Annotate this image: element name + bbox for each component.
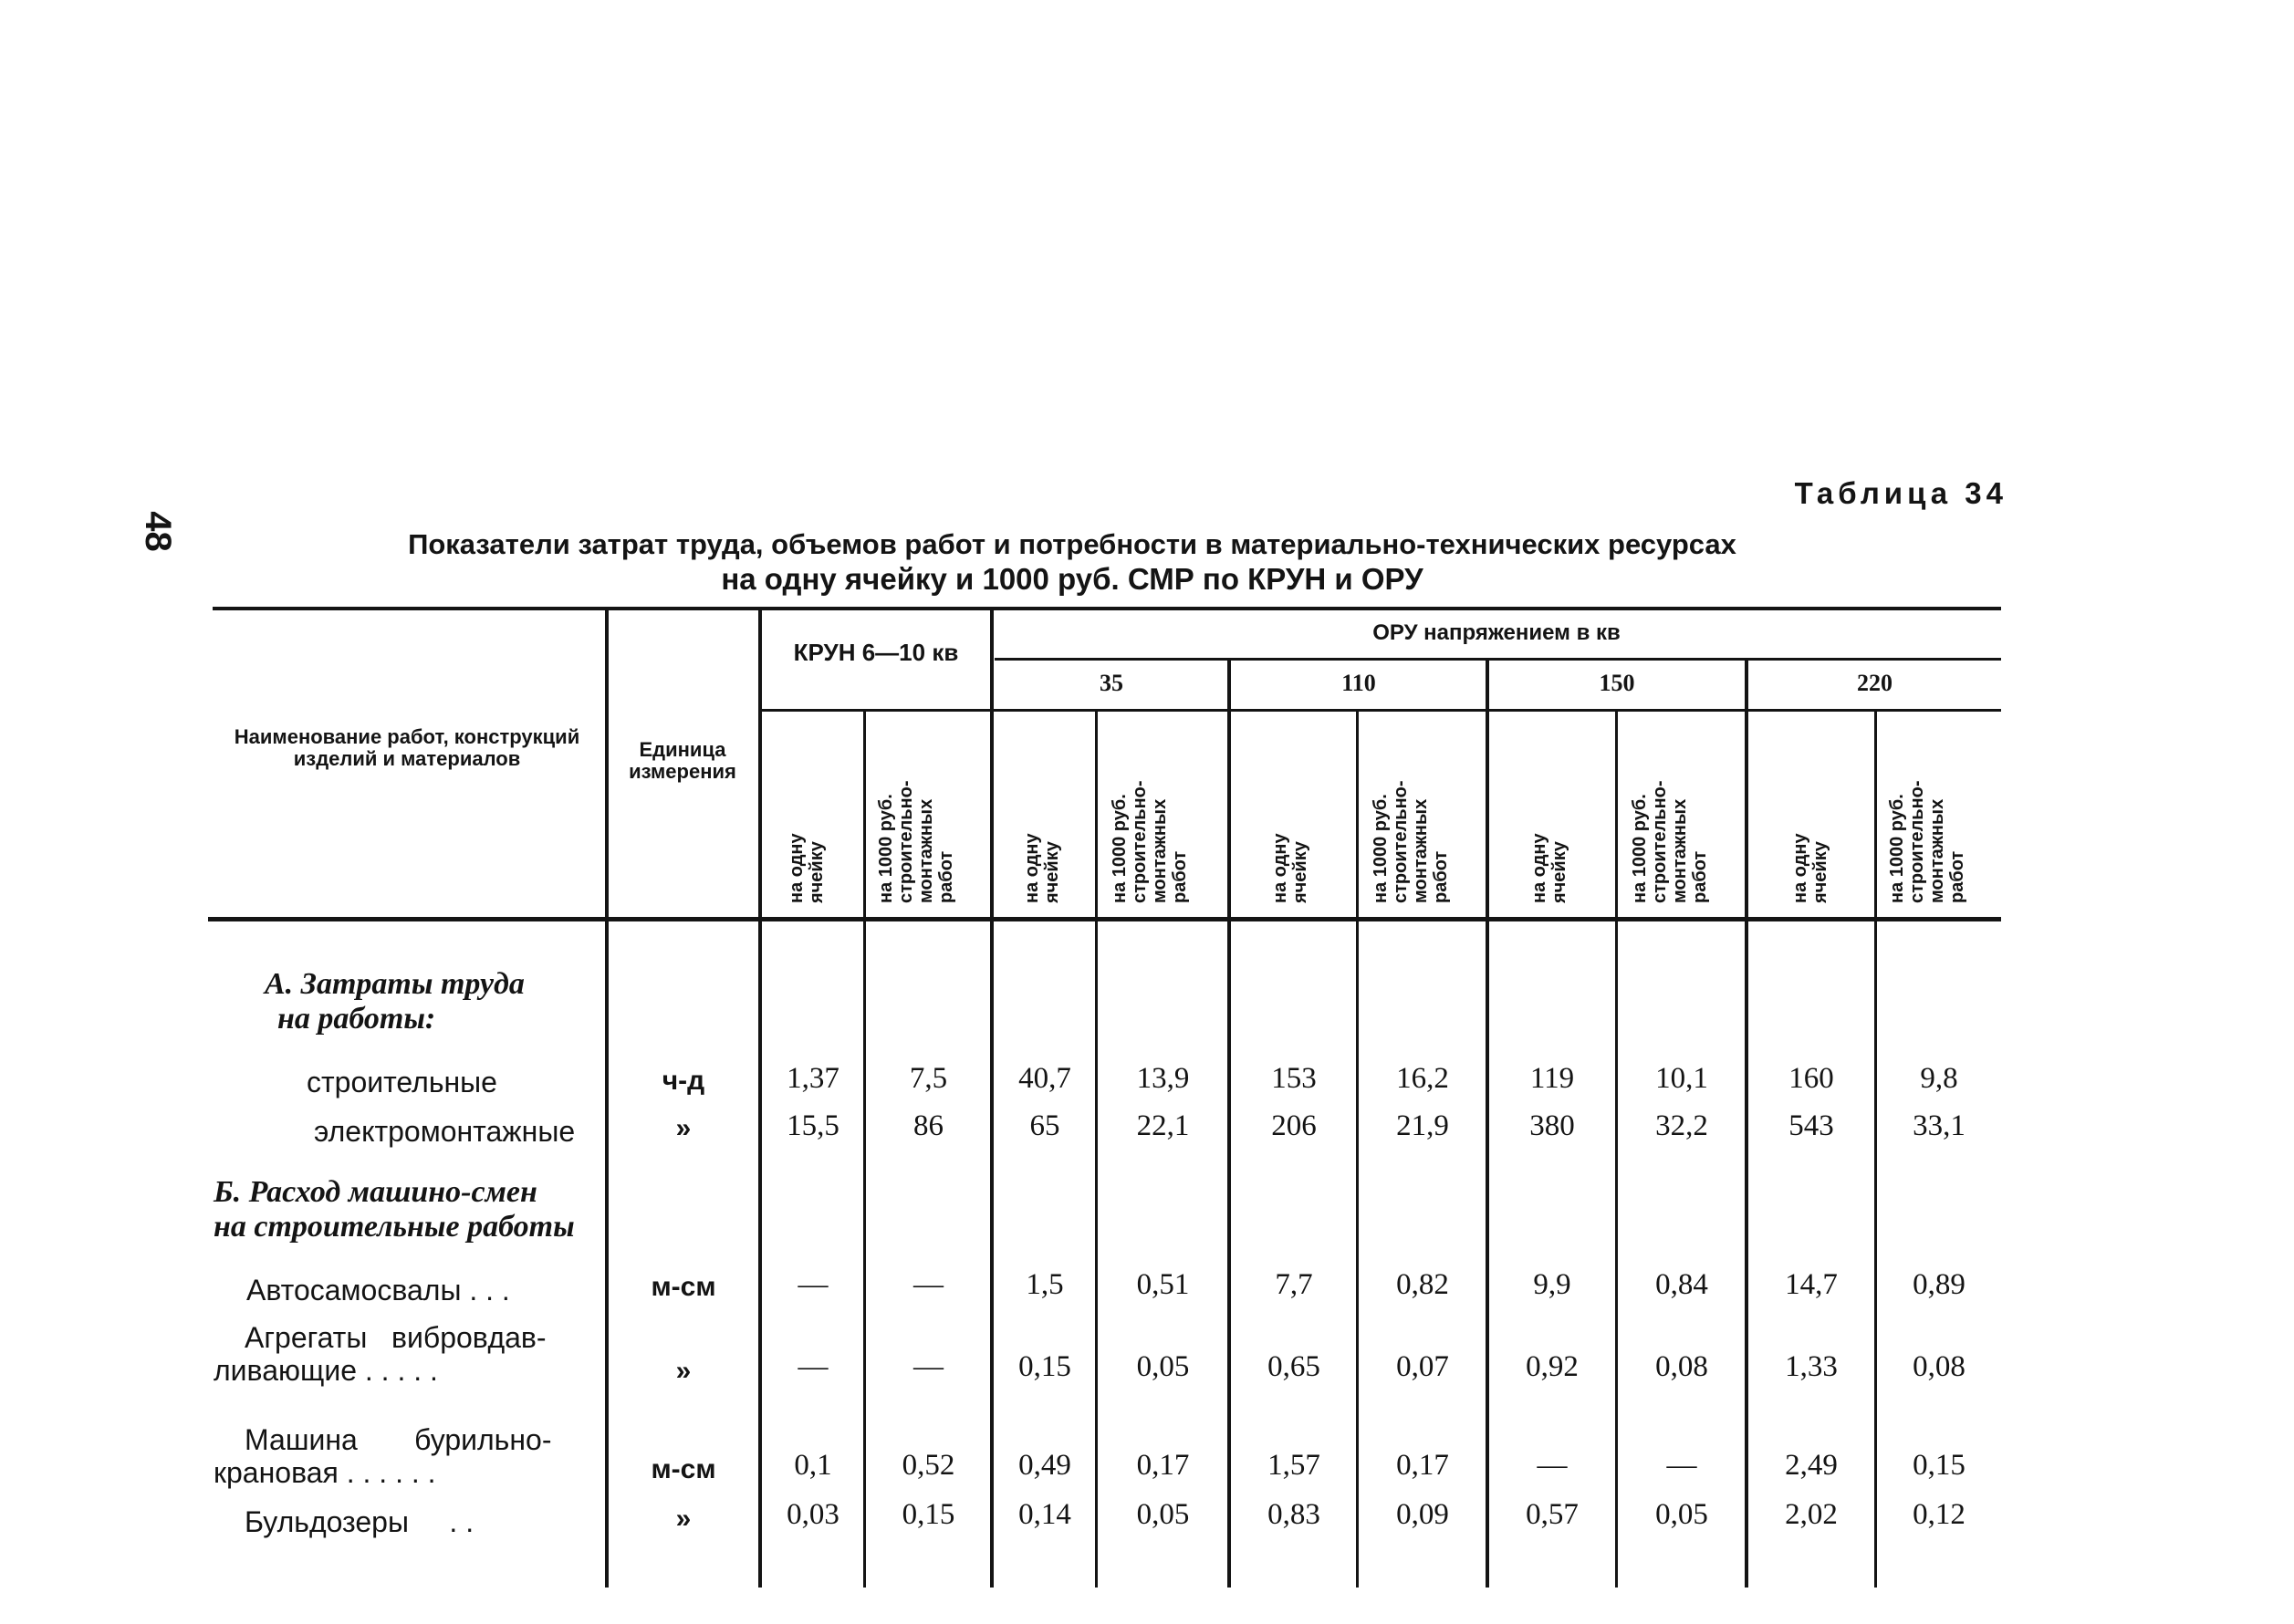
cell-220-per-cell: 2,02 [1785, 1498, 1838, 1531]
row-unit: » [675, 1356, 692, 1386]
cell-35-per-cell: 40,7 [1018, 1062, 1071, 1095]
cell-150-per-1000: 0,84 [1655, 1268, 1708, 1301]
cell-110-per-cell: 0,65 [1267, 1350, 1320, 1383]
cell-110-per-1000: 0,09 [1396, 1498, 1449, 1531]
cell-220-per-1000: 0,08 [1913, 1350, 1966, 1383]
cell-220-per-cell: 2,49 [1785, 1449, 1838, 1482]
header-voltage-35: 35 [1100, 670, 1123, 696]
subheader-220-per-1000: на 1000 руб. строительно- монтажных работ [1887, 780, 1967, 903]
subheader-110-per-cell: на одну ячейку [1270, 833, 1310, 903]
cell-krun-per-cell: — [798, 1268, 829, 1301]
cell-220-per-1000: 9,8 [1920, 1062, 1958, 1095]
title-line-1: Показатели затрат труда, объемов работ и потребности в материально-технических ресурсах [408, 528, 1736, 560]
cell-220-per-1000: 0,15 [1913, 1449, 1966, 1482]
cell-krun-per-1000: 0,15 [902, 1498, 955, 1531]
cell-krun-per-cell: — [798, 1350, 829, 1383]
section-b-title [214, 1175, 606, 1244]
header-krun-group: КРУН 6—10 кв [793, 639, 959, 666]
header-name-col: Наименование работ, конструкций изделий и материалов [234, 725, 580, 770]
cell-35-per-cell: 65 [1029, 1109, 1060, 1142]
section-b-line-1: Б. Расход машино-смен [214, 1175, 537, 1209]
cell-krun-per-cell: 1,37 [787, 1062, 839, 1095]
cell-35-per-1000: 0,05 [1136, 1498, 1190, 1531]
subheader-35-per-1000: на 1000 руб. строительно- монтажных работ [1110, 780, 1190, 903]
row-name: строительные [307, 1066, 497, 1098]
cell-krun-per-1000: — [913, 1350, 944, 1383]
subheader-110-per-1000: на 1000 руб. строительно- монтажных работ [1371, 780, 1451, 903]
header-voltage-150: 150 [1599, 670, 1635, 696]
cell-150-per-1000: 0,05 [1655, 1498, 1708, 1531]
cell-110-per-1000: 21,9 [1396, 1109, 1449, 1142]
subheader-krun-per-cell: на одну ячейку [787, 833, 827, 903]
cell-150-per-cell: 0,92 [1526, 1350, 1579, 1383]
cell-35-per-1000: 0,51 [1136, 1268, 1190, 1301]
cell-110-per-cell: 7,7 [1275, 1268, 1313, 1301]
row-unit: ч-д [662, 1066, 705, 1096]
cell-110-per-cell: 1,57 [1267, 1449, 1320, 1482]
title-line-2: на одну ячейку и 1000 руб. СМР по КРУН и ОРУ [721, 562, 1423, 596]
cell-krun-per-1000: 7,5 [909, 1062, 948, 1095]
cell-110-per-cell: 153 [1271, 1062, 1317, 1095]
row-unit: м-см [651, 1272, 716, 1302]
col-rule-unit [758, 609, 762, 1588]
cell-150-per-1000: — [1666, 1449, 1697, 1482]
row-name-line-2: ливающие . . . . . [214, 1354, 438, 1387]
header-oru-group: ОРУ напряжением в кв [1372, 620, 1621, 645]
cell-35-per-1000: 0,05 [1136, 1350, 1190, 1383]
cell-220-per-1000: 0,12 [1913, 1498, 1966, 1531]
cell-150-per-cell: 9,9 [1533, 1268, 1571, 1301]
cell-150-per-cell: 119 [1529, 1062, 1575, 1095]
row-name: Автосамосвалы . . . [246, 1274, 510, 1306]
cell-krun-per-1000: 86 [913, 1109, 944, 1142]
cell-220-per-cell: 543 [1788, 1109, 1834, 1142]
cell-150-per-cell: 380 [1529, 1109, 1575, 1142]
cell-150-per-1000: 32,2 [1655, 1109, 1708, 1142]
cell-krun-per-cell: 15,5 [787, 1109, 839, 1142]
cell-220-per-cell: 160 [1788, 1062, 1834, 1095]
row-unit: » [675, 1504, 692, 1534]
cell-150-per-cell: 0,57 [1526, 1498, 1579, 1531]
row-name-line-1: Агрегаты вибровдав- [245, 1321, 547, 1354]
subheader-150-per-1000: на 1000 руб. строительно- монтажных работ [1630, 780, 1710, 903]
cell-110-per-1000: 0,82 [1396, 1268, 1449, 1301]
cell-35-per-1000: 22,1 [1136, 1109, 1190, 1142]
cell-110-per-cell: 206 [1271, 1109, 1317, 1142]
cell-35-per-cell: 0,15 [1018, 1350, 1071, 1383]
cell-krun-per-cell: 0,1 [794, 1449, 832, 1482]
row-name-line-1: Машина бурильно- [245, 1423, 552, 1456]
cell-35-per-1000: 0,17 [1136, 1449, 1190, 1482]
header-voltage-110: 110 [1341, 670, 1376, 696]
table-title [301, 527, 1843, 597]
table-top-rule [213, 607, 2001, 610]
row-name: электромонтажные [314, 1115, 576, 1148]
page-number: 48 [137, 511, 178, 552]
cell-35-per-cell: 1,5 [1026, 1268, 1064, 1301]
cell-110-per-1000: 0,07 [1396, 1350, 1449, 1383]
cell-krun-per-1000: 0,52 [902, 1449, 955, 1482]
cell-220-per-cell: 1,33 [1785, 1350, 1838, 1383]
subheader-220-per-cell: на одну ячейку [1790, 833, 1830, 903]
row-name-line-2: крановая . . . . . . [214, 1456, 436, 1489]
row-name [214, 1423, 551, 1489]
row-name: Бульдозеры . . [245, 1505, 474, 1538]
col-rule-name [605, 609, 609, 1588]
section-b-line-2: на строительные работы [214, 1210, 575, 1244]
cell-150-per-1000: 0,08 [1655, 1350, 1708, 1383]
voltage-row-rule [760, 709, 2001, 712]
section-a-line-2: на работы: [277, 1002, 436, 1036]
cell-35-per-cell: 0,49 [1018, 1449, 1071, 1482]
row-name [214, 1321, 547, 1387]
subheader-150-per-cell: на одну ячейку [1529, 833, 1569, 903]
header-voltage-220: 220 [1857, 670, 1893, 696]
cell-110-per-1000: 0,17 [1396, 1449, 1449, 1482]
subheader-35-per-cell: на одну ячейку [1022, 833, 1062, 903]
section-a-line-1: А. Затраты труда [265, 967, 525, 1001]
cell-110-per-cell: 0,83 [1267, 1498, 1320, 1531]
cell-krun-per-cell: 0,03 [787, 1498, 839, 1531]
section-a-title [265, 967, 602, 1036]
cell-150-per-cell: — [1537, 1449, 1568, 1482]
oru-group-rule [995, 658, 2001, 661]
col-rule-krun-oru [990, 609, 994, 1588]
subheader-krun-per-1000: на 1000 руб. строительно- монтажных работ [876, 780, 956, 903]
cell-110-per-1000: 16,2 [1396, 1062, 1449, 1095]
cell-krun-per-1000: — [913, 1268, 944, 1301]
header-bottom-rule [208, 917, 2001, 921]
cell-220-per-1000: 0,89 [1913, 1268, 1966, 1301]
cell-35-per-1000: 13,9 [1136, 1062, 1190, 1095]
cell-35-per-cell: 0,14 [1018, 1498, 1071, 1531]
table-label: Таблица 34 [1794, 476, 2007, 510]
header-unit-col: Единица измерения [629, 738, 736, 783]
row-unit: м-см [651, 1454, 716, 1484]
cell-220-per-1000: 33,1 [1913, 1109, 1966, 1142]
cell-150-per-1000: 10,1 [1655, 1062, 1708, 1095]
row-unit: » [675, 1113, 692, 1143]
cell-220-per-cell: 14,7 [1785, 1268, 1838, 1301]
